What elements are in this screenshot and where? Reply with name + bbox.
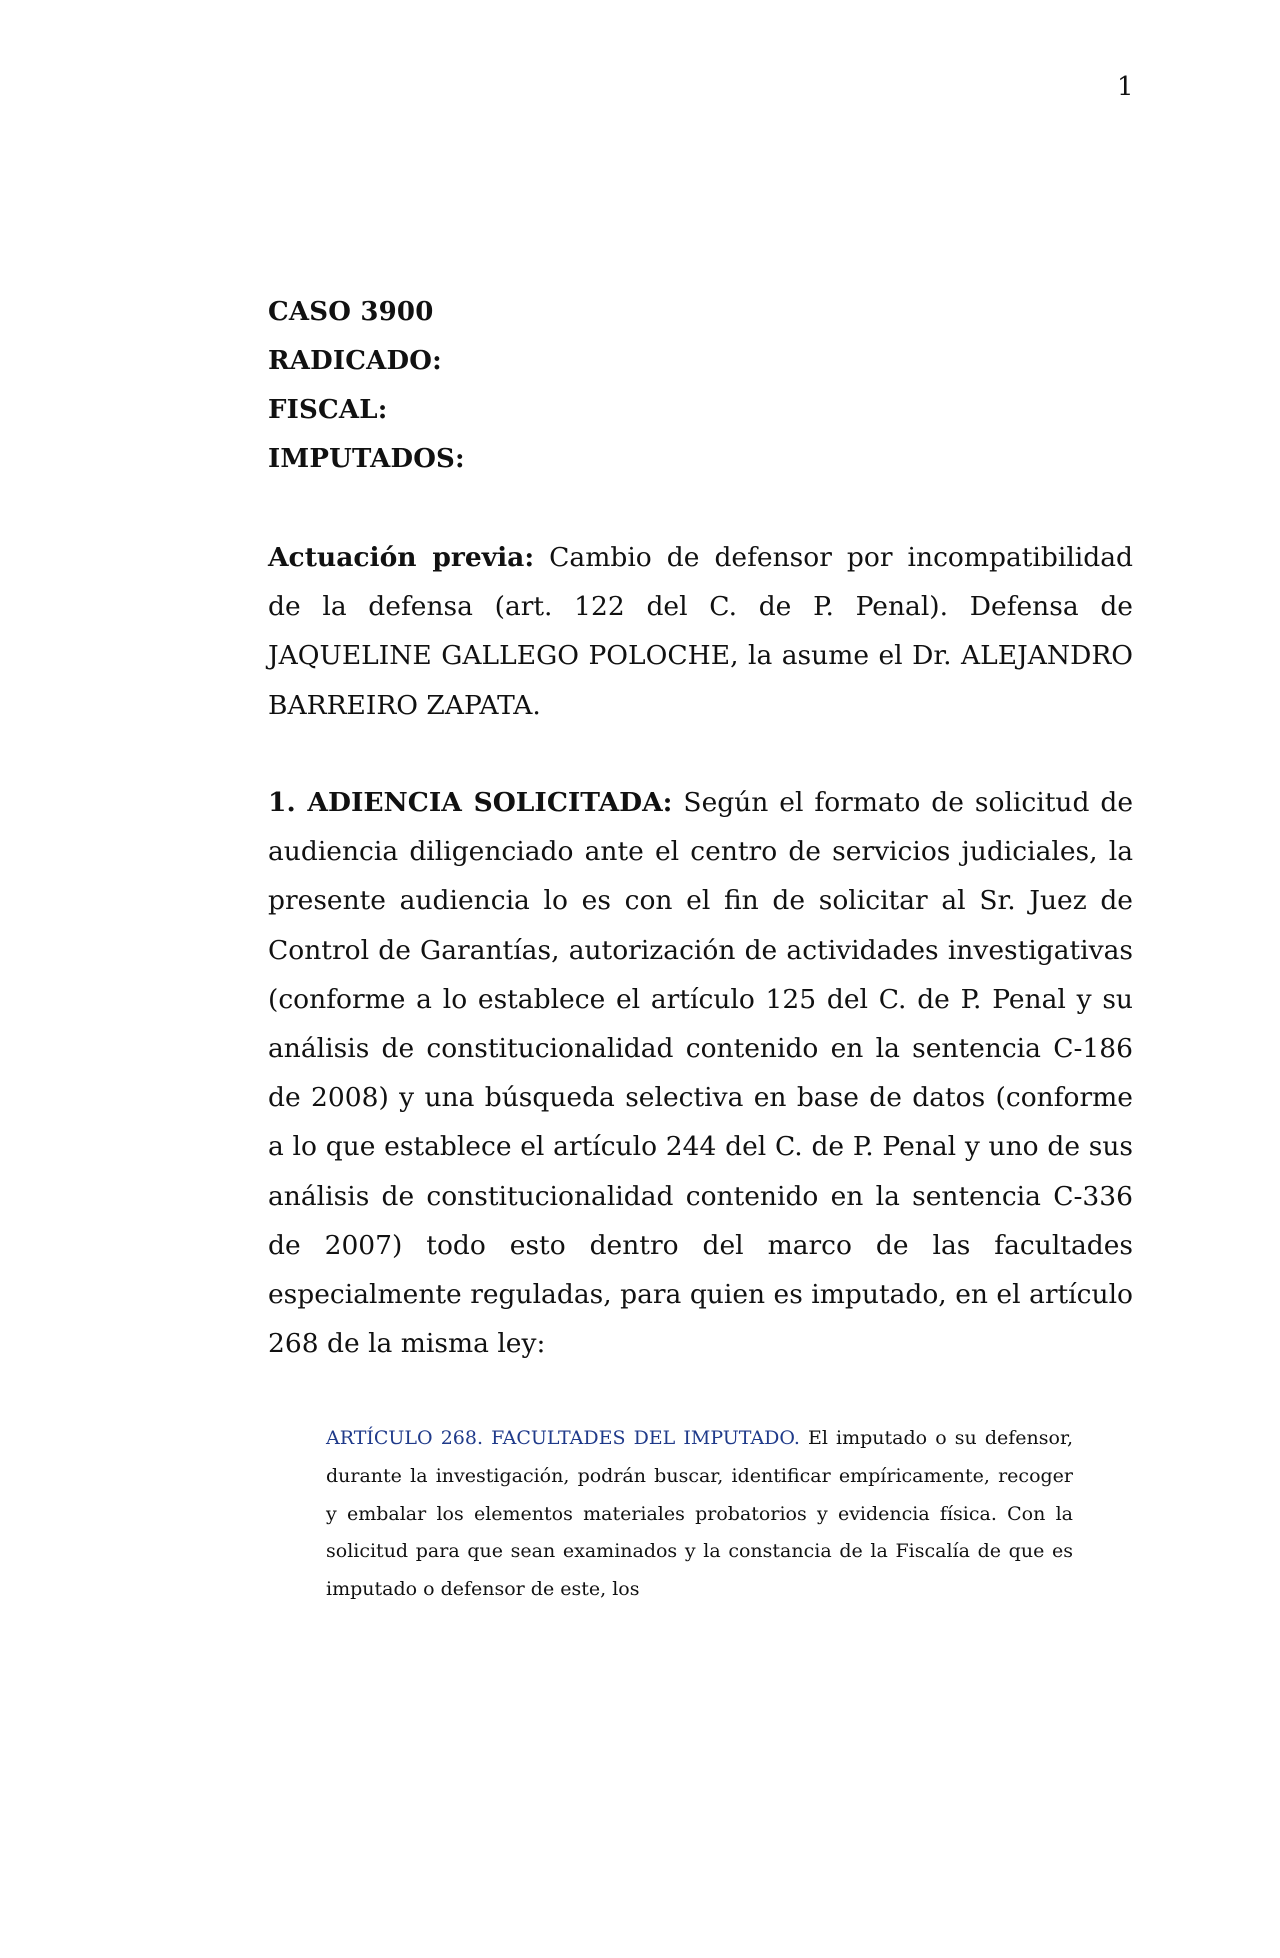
article-268-heading: ARTÍCULO 268. FACULTADES DEL IMPUTADO. bbox=[326, 1427, 800, 1449]
fiscal-label: FISCAL: bbox=[268, 395, 388, 425]
case-header bbox=[268, 295, 1128, 491]
radicado-label: RADICADO: bbox=[268, 346, 442, 376]
actuacion-previa-text: Cambio de defensor por incompatibilidad de la defensa (art. 122 del C. de P. Penal). Defensa de JAQUELINE GALLEGO POLOCHE, la asume el Dr. ALEJANDRO BARREIRO ZAPATA. bbox=[268, 542, 1134, 721]
audiencia-solicitada-label: 1. ADIENCIA SOLICITADA: bbox=[268, 787, 673, 818]
case-number: CASO 3900 bbox=[268, 297, 434, 327]
page-number: 1 bbox=[1117, 72, 1134, 102]
article-268-quote bbox=[326, 1420, 1073, 1609]
article-268-text: El imputado o su defensor, durante la investigación, podrán buscar, identificar empíricamente, recoger y embalar los elementos materiales probatorios y evidencia física. Con la solicitud para que sean examinados y la constancia de la Fiscalía de que es imputado o defensor de este, los bbox=[326, 1427, 1073, 1601]
actuacion-previa-paragraph bbox=[268, 533, 1133, 730]
imputados-label: IMPUTADOS: bbox=[268, 444, 465, 474]
audiencia-solicitada-text: Según el formato de solicitud de audiencia diligenciado ante el centro de servicios judiciales, la presente audiencia lo es con el fin de solicitar al Sr. Juez de Control de Garantías, autorización de actividades investigativas (conforme a lo establece el artículo 125 del C. de P. Penal y su análisis de constitucionalidad contenido en la sentencia C-186 de 2008) y una búsqueda selectiva en base de datos (conforme a lo que establece el artículo 244 del C. de P. Penal y uno de sus análisis de constitucionalidad contenido en la sentencia C-336 de 2007) todo esto dentro del marco de las facultades especialmente reguladas, para quien es imputado, en el artículo 268 de la misma ley: bbox=[268, 787, 1133, 1360]
actuacion-previa-label: Actuación previa: bbox=[268, 542, 535, 573]
audiencia-solicitada-paragraph bbox=[268, 778, 1133, 1368]
